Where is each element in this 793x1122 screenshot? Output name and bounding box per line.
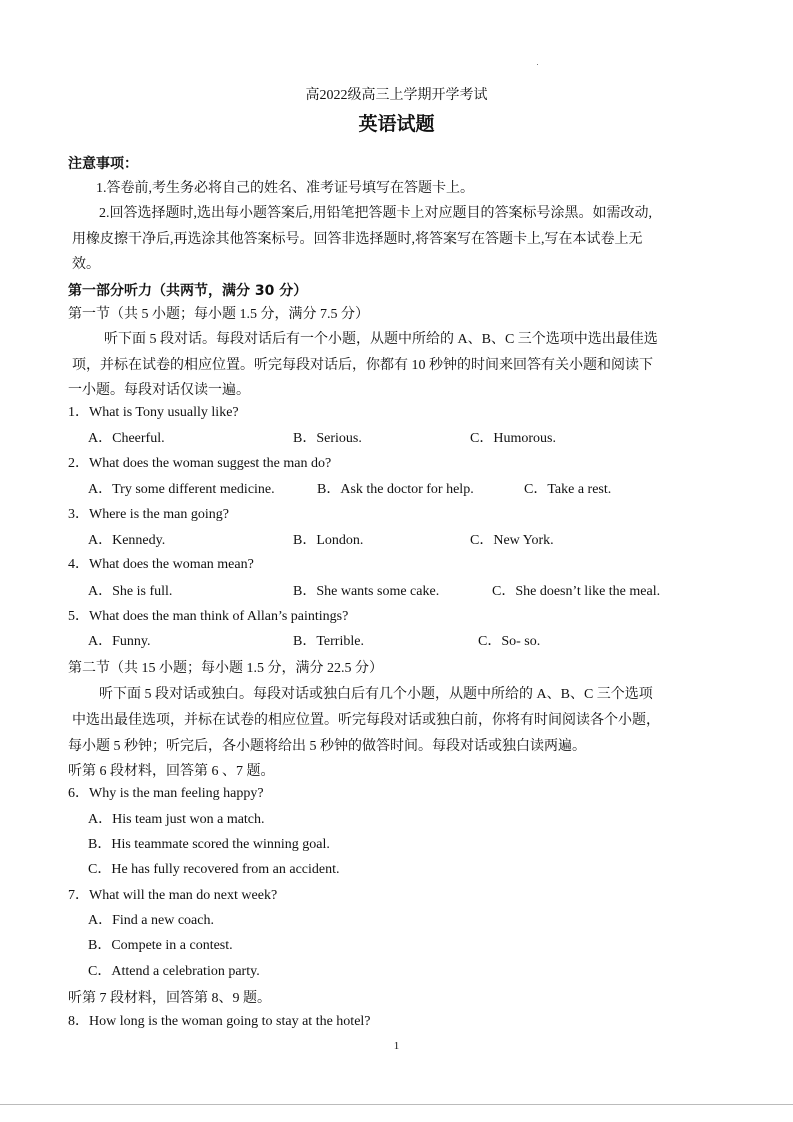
question-4-option-a: A．She is full. [88, 584, 173, 599]
exam-line: 高2022级高三上学期开学考试 [305, 88, 488, 103]
question-6-option-c: C．He has fully recovered from an accident. [88, 862, 340, 877]
question-7-option-a: A．Find a new coach. [88, 913, 214, 928]
section1-heading: 第一节（共 5 小题；每小题 1.5 分，满分 7.5 分） [68, 307, 369, 322]
notice-item-2-line-2: 用橡皮擦干净后,再选涂其他答案标号。回答非选择题时,将答案写在答题卡上,写在本试卷上无 [72, 232, 643, 247]
part1-heading: 第一部分听力（共两节，满分 30 分） [68, 283, 308, 299]
question-4-option-c: C．She doesn’t like the meal. [492, 584, 661, 599]
material-7-heading: 听第 7 段材料，回答第 8、9 题。 [68, 991, 271, 1006]
page-bottom-rule [0, 1104, 793, 1105]
stray-dot [537, 64, 538, 65]
question-6: 6．Why is the man feeling happy? [68, 786, 264, 801]
section1-instructions-line-1: 听下面 5 段对话。每段对话后有一个小题，从题中所给的 A、B、C 三个选项中选出最佳选 [104, 332, 658, 347]
page-title: 英语试题 [358, 113, 435, 135]
question-4-option-b: B．She wants some cake. [293, 584, 440, 599]
question-1: 1．What is Tony usually like? [68, 405, 239, 420]
section2-instructions-line-1: 听下面 5 段对话或独白。每段对话或独白后有几个小题，从题中所给的 A、B、C 三个选项 [99, 687, 653, 702]
question-2-option-c: C．Take a rest. [524, 482, 612, 497]
notice-heading: 注意事项： [68, 156, 138, 172]
section2-instructions-line-2: 中选出最佳选项，并标在试卷的相应位置。听完每段对话或独白前，你将有时间阅读各个小题， [72, 713, 660, 728]
question-1-option-a: A．Cheerful. [88, 431, 165, 446]
question-7-option-b: B．Compete in a contest. [88, 938, 233, 953]
question-4: 4．What does the woman mean? [68, 557, 254, 572]
question-3-option-a: A．Kennedy. [88, 533, 166, 548]
question-2: 2．What does the woman suggest the man do? [68, 456, 332, 471]
question-5-option-c: C．So- so. [478, 634, 541, 649]
question-6-option-b: B．His teammate scored the winning goal. [88, 837, 330, 852]
page-number: 1 [393, 1040, 400, 1052]
notice-item-2-line-3: 效。 [72, 257, 100, 272]
question-3: 3．Where is the man going? [68, 507, 229, 522]
question-3-option-b: B．London. [293, 533, 364, 548]
question-5: 5．What does the man think of Allan’s paintings? [68, 609, 349, 624]
question-1-option-c: C．Humorous. [470, 431, 556, 446]
question-7: 7．What will the man do next week? [68, 888, 278, 903]
question-5-option-b: B．Terrible. [293, 634, 364, 649]
section2-heading: 第二节（共 15 小题；每小题 1.5 分，满分 22.5 分） [68, 661, 383, 676]
section1-instructions-line-2: 项，并标在试卷的相应位置。听完每段对话后，你都有 10 秒钟的时间来回答有关小题和阅读下 [72, 358, 653, 373]
notice-item-2-line-1: 2.回答选择题时,选出每小题答案后,用铅笔把答题卡上对应题目的答案标号涂黑。如需改动, [99, 206, 652, 221]
section2-instructions-line-3: 每小题 5 秒钟；听完后，各小题将给出 5 秒钟的做答时间。每段对话或独白读两遍。 [68, 739, 586, 754]
question-3-option-c: C．New York. [470, 533, 554, 548]
question-1-option-b: B．Serious. [293, 431, 362, 446]
notice-item-1: 1.答卷前,考生务必将自己的姓名、准考证号填写在答题卡上。 [96, 181, 474, 196]
question-8: 8．How long is the woman going to stay at the hotel? [68, 1014, 371, 1029]
question-5-option-a: A．Funny. [88, 634, 151, 649]
question-7-option-c: C．Attend a celebration party. [88, 964, 260, 979]
question-2-option-b: B．Ask the doctor for help. [317, 482, 474, 497]
question-2-option-a: A．Try some different medicine. [88, 482, 275, 497]
question-6-option-a: A．His team just won a match. [88, 812, 265, 827]
section1-instructions-line-3: 一小题。每段对话仅读一遍。 [68, 383, 250, 398]
material-6-heading: 听第 6 段材料，回答第 6 、7 题。 [68, 764, 275, 779]
